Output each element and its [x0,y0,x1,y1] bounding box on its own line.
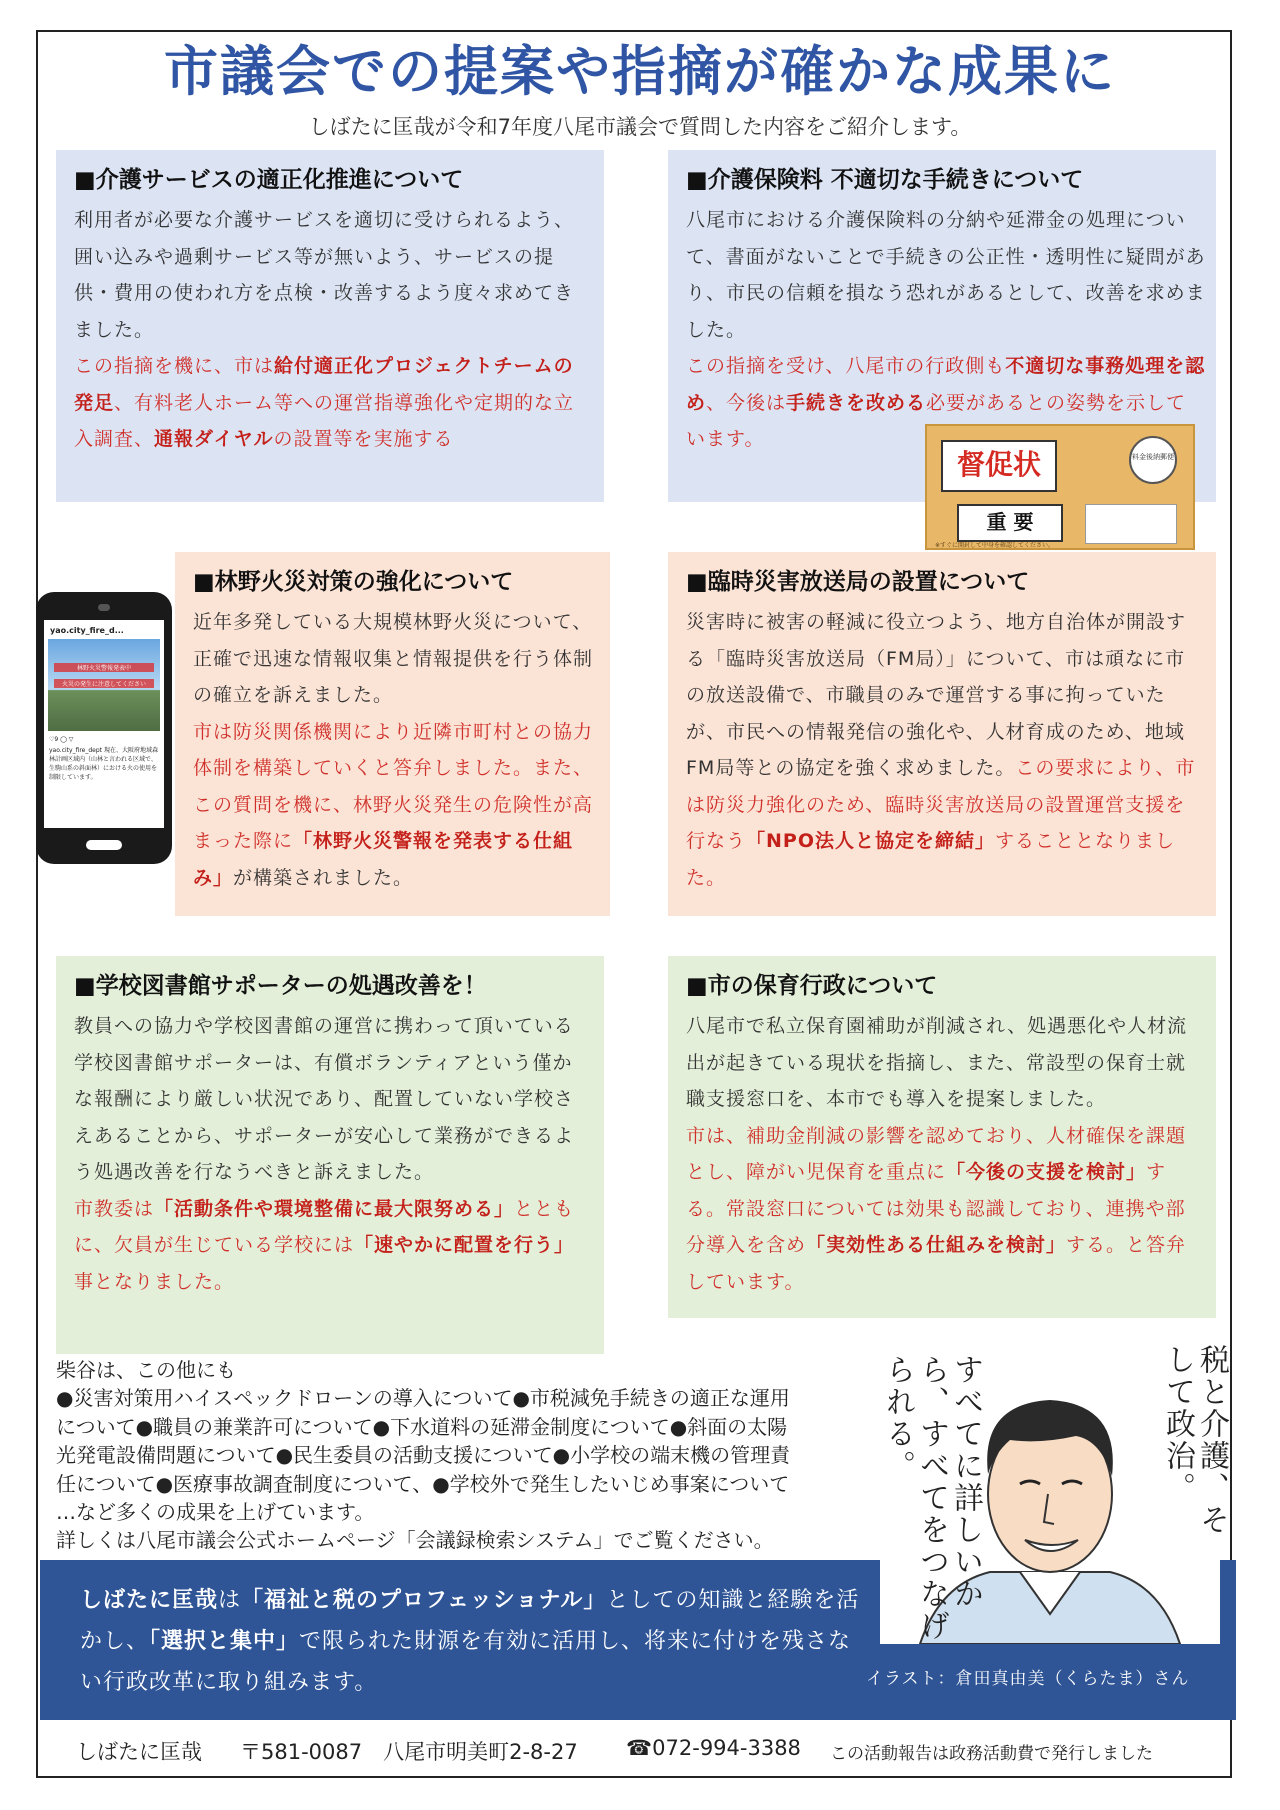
page-title: 市議会での提案や指摘が確かな成果に [164,40,1116,103]
section-radio [668,552,1216,916]
section-wildfire-text: 近年多発している大規模林野火災について、正確で迅速な情報収集と情報提供を行う体制の確立を訴えました。 市は防災関係機関により近隣市町村との協力体制を構築していくと答弁しました。また、この質問を機に、林野火災発生の危険性が高まった際に「林野火災警報を発表する仕組み」が構築されました。 [193,611,594,889]
page-subtitle: しばたに匡哉が令和7年度八尾市議会で質問した内容をご紹介します。 [308,115,972,139]
section-radio-text: 災害時に被害の軽減に役立つよう、地方自治体が開設する「臨時災害放送局（FM局）」について、市は頑なに市の放送設備で、市職員のみで運営する事に拘っていたが、市民への情報発信の強化や、人材育成のため、地域FM局等との協定を強く求めました。この要求により、市は防災力強化のため、臨時災害放送局の設置運営支援を行なう「NPO法人と協定を締結」することとなりました。 [686,611,1196,889]
others-line: 任について●医療事故調査制度について、●学校外で発生したいじめ事案について [56,1471,790,1496]
others-line: …など多くの成果を上げています。 [56,1500,375,1525]
postage-stamp-icon: 料金後納郵便 [1129,436,1177,484]
phone-screen [44,620,164,828]
section-library [56,956,604,1354]
section-wildfire-heading: ■林野火災対策の強化について [193,569,514,595]
footer-address: 〒581-0087 八尾市明美町2-8-27 [240,1740,578,1764]
section-library-heading: ■学校図書館サポーターの処遇改善を！ [74,973,487,999]
section-childcare-heading: ■市の保育行政について [686,973,938,999]
others-line: について●職員の兼業許可について●下水道料の延滞金制度について●斜面の太陽 [56,1414,788,1439]
section-childcare [668,956,1216,1318]
section-insurance-text: 八尾市における介護保険料の分納や延滞金の処理について、書面がないことで手続きの公正性・透明性に疑問があり、市民の信頼を損なう恐れがあるとして、改善を求めました。 この指摘を受け、八尾市の行政側も不適切な事務処理を認め、今後は手続きを改める必要があるとの姿勢を示しています。 [686,209,1206,450]
phone-likes: ♡9 ◯ ▽ [49,736,74,743]
portrait-illustration [880,1344,1229,1644]
others-line: 詳しくは八尾市議会公式ホームページ「会議録検索システム」でご覧ください。 [56,1528,774,1553]
phone-caption: yao.city_fire_dept 現在、大阪府地域森林計画区域内（山林と言われる区域で、生駒山系の斜面林）における火の使用を制限しています。 [49,747,158,781]
reminder-notice-image [925,424,1195,550]
notice-label: 重 要 [957,504,1063,542]
footer-phone: ☎072-994-3388 [626,1736,801,1760]
smartphone-image [36,592,172,864]
section-library-text: 教員への協力や学校図書館の運営に携わって頂いている学校図書館サポーターは、有償ボランティアという僅かな報酬により厳しい状況であり、配置していない学校さえあることから、サポーターが安心して業務ができるよう処遇改善を行なうべきと訴えました。 市教委は「活動条件や環境整備に最大限努める」とともに、欠員が生じている学校には「速やかに配置を行う」事となりました。 [74,1015,575,1293]
section-care-heading: ■介護サービスの適正化推進について [74,167,464,193]
section-care [56,150,604,502]
footer-note: この活動報告は政務活動費で発行しました [830,1744,1153,1764]
section-insurance-heading: ■介護保険料 不適切な手続きについて [686,167,1084,193]
other-achievements [56,1356,866,1555]
illustration-quote-left: すべてに詳しいから、すべてをつなげられる。 [880,1354,983,1642]
illustration-quote-right: 税と介護、そして政治。 [1160,1344,1229,1536]
others-line: 光発電設備問題について●民生委員の活動支援について●小学校の端末機の管理責 [56,1443,791,1468]
phone-speaker [98,604,110,611]
banner-text: しばたに匡哉は「福祉と税のプロフェッショナル」としての知識と経験を活かし、「選択と集中」で限られた財源を有効に活用し、将来に付けを残さない行政改革に取り組みます。 [80,1588,860,1695]
section-wildfire [175,552,610,916]
footer-name: しばたに匡哉 [76,1740,202,1764]
illustration-credit: イラスト：倉田真由美（くらたま）さん [866,1669,1190,1689]
phone-account: yao.city_fire_d... [50,626,124,635]
footer [40,1724,1236,1774]
others-line: ●災害対策用ハイスペックドローンの導入について●市税減免手続きの適正な運用 [56,1386,790,1411]
notice-title: 督促状 [941,440,1057,492]
notice-note: ※すぐに開封して中身を確認してください。 [935,542,1055,549]
phone-post-image: 林野火災警報発表中 火災の発生に注意してください [48,639,160,731]
phone-home-button [86,840,122,850]
section-radio-heading: ■臨時災害放送局の設置について [686,569,1030,595]
section-childcare-text: 八尾市で私立保育園補助が削減され、処遇悪化や人材流出が起きている現状を指摘し、また、常設型の保育士就職支援窓口を、本市でも導入を提案しました。 市は、補助金削減の影響を認めており、人材確保を課題とし、障がい児保育を重点に「今後の支援を検討」する。常設窓口については効果も認識しており、連携や部分導入を含め「実効性ある仕組みを検討」する。と答弁しています。 [686,1015,1188,1293]
section-care-text: 利用者が必要な介護サービスを適切に受けられるよう、囲い込みや過剰サービス等が無いよう、サービスの提供・費用の使われ方を点検・改善するよう度々求めてきました。 この指摘を機に、市は給付適正化プロジェクトチームの発足、有料老人ホーム等への運営指導強化や定期的な立入調査、通報ダイヤルの設置等を実施する [74,209,575,450]
notice-blank-box [1085,504,1177,544]
others-line: 柴谷は、この他にも [56,1358,236,1382]
